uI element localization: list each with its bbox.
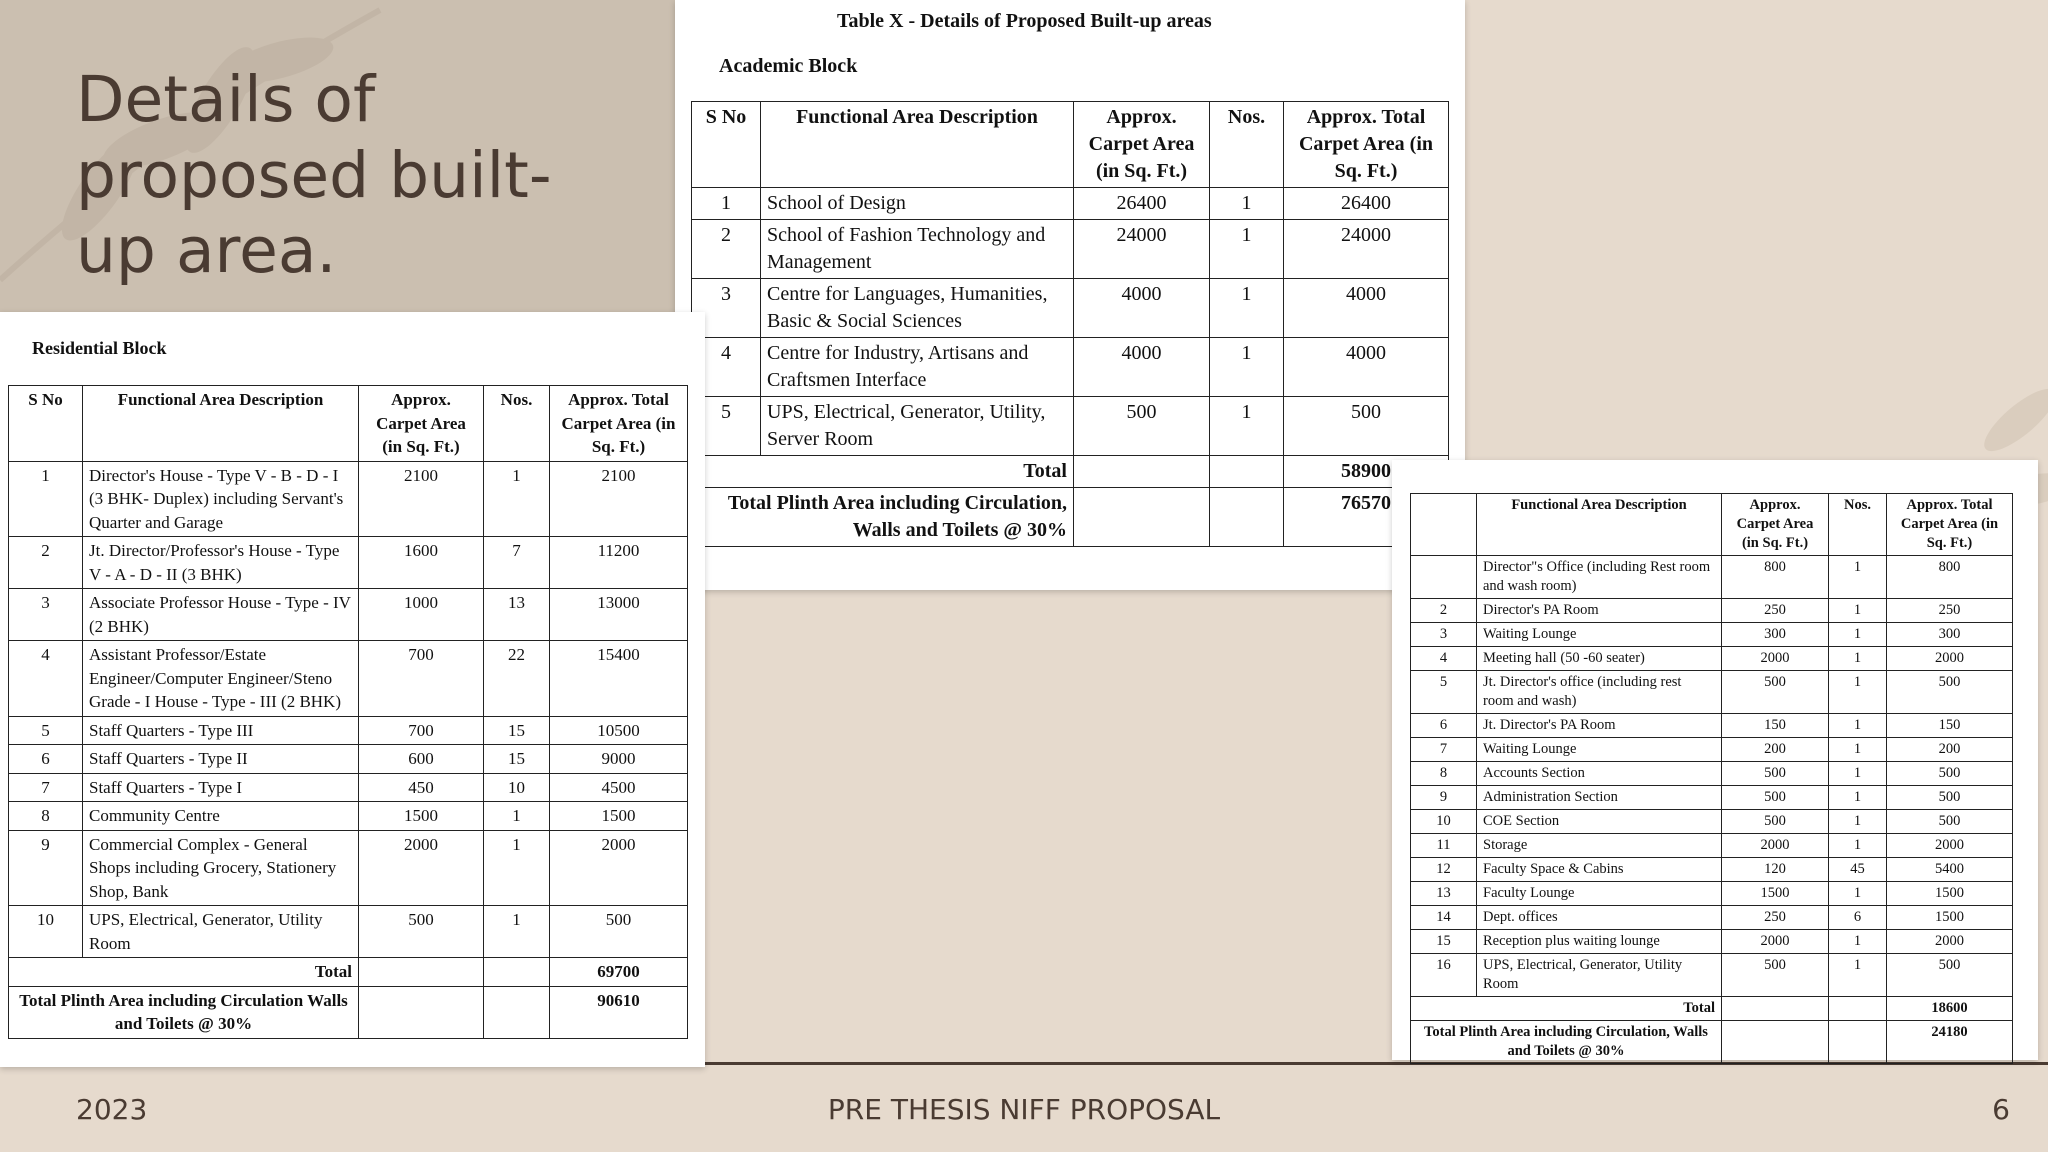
academic-table [691,101,1449,547]
table-cell: 800 [1722,556,1829,599]
table-cell: 15 [484,745,550,774]
table-cell: 1 [484,461,550,537]
table-cell: 8 [9,802,83,831]
table-cell: 45 [1829,858,1887,882]
table-cell: 500 [1887,671,2013,714]
table-cell: 500 [1887,954,2013,997]
table-cell: 500 [1722,954,1829,997]
table-cell: 1 [1829,714,1887,738]
table-cell: 1 [9,461,83,537]
table-cell: 9000 [550,745,688,774]
table-cell: 4000 [1284,338,1449,397]
table-cell: 26400 [1284,188,1449,220]
table-cell: 5 [692,397,761,456]
table-row [1411,714,2013,738]
table-cell: Waiting Lounge [1477,738,1722,762]
table-cell: 250 [1887,599,2013,623]
table-cell: 7 [9,773,83,802]
empty-cell [1074,488,1210,547]
empty-cell [1074,456,1210,488]
table-row [9,773,688,802]
table-cell: 1000 [359,589,484,641]
table-cell: Faculty Space & Cabins [1477,858,1722,882]
empty-cell [1829,1021,1887,1064]
table-cell: 10500 [550,716,688,745]
table-cell: 250 [1722,906,1829,930]
table-header-row [692,102,1449,188]
table-cell: 3 [9,589,83,641]
table-cell: Meeting hall (50 -60 seater) [1477,647,1722,671]
table-cell: 9 [1411,786,1477,810]
table-cell: 3 [1411,623,1477,647]
table-cell: Faculty Lounge [1477,882,1722,906]
table-cell: 1500 [1887,882,2013,906]
table-cell: 1 [1210,338,1284,397]
table-row [1411,623,2013,647]
table-cell: Jt. Director's PA Room [1477,714,1722,738]
table-cell: 120 [1722,858,1829,882]
footer-title: PRE THESIS NIFF PROPOSAL [827,1093,1221,1126]
table-cell: Centre for Industry, Artisans and Craftsmen Interface [761,338,1074,397]
table-cell: UPS, Electrical, Generator, Utility Room [1477,954,1722,997]
table-cell: Waiting Lounge [1477,623,1722,647]
table-cell: 1 [1829,762,1887,786]
table-cell: Director's House - Type V - B - D - I (3 BHK- Duplex) including Servant's Quarter and Garage [83,461,359,537]
table-cell: 2000 [1722,834,1829,858]
header-cell: Approx. Carpet Area (in Sq. Ft.) [359,386,484,462]
table-cell: Associate Professor House - Type - IV (2 BHK) [83,589,359,641]
header-cell: Approx. Total Carpet Area (in Sq. Ft.) [550,386,688,462]
table-cell: 500 [1722,810,1829,834]
table-cell: 1 [1829,786,1887,810]
table-row [1411,882,2013,906]
page-number: 6 [1992,1093,2010,1126]
table-row [1411,762,2013,786]
table-cell: Staff Quarters - Type II [83,745,359,774]
table-cell: 24000 [1074,220,1210,279]
table-cell: 200 [1722,738,1829,762]
table-cell: 4 [1411,647,1477,671]
table-row [9,745,688,774]
table-cell: 1 [1829,882,1887,906]
table-cell: 1 [484,802,550,831]
table-cell: 11200 [550,537,688,589]
header-cell: Approx. Total Carpet Area (in Sq. Ft.) [1887,494,2013,556]
total-row [9,958,688,987]
table-cell: 450 [359,773,484,802]
header-cell: Functional Area Description [83,386,359,462]
table-cell: 13 [484,589,550,641]
table-row [1411,834,2013,858]
table-cell: 16 [1411,954,1477,997]
table-cell: 10 [1411,810,1477,834]
table-cell: 1 [1829,623,1887,647]
table-cell: 1 [1829,556,1887,599]
table-cell: 1 [1829,647,1887,671]
table-cell: Assistant Professor/Estate Engineer/Computer Engineer/Steno Grade - I House - Type - III (2 BHK) [83,641,359,717]
empty-cell [359,958,484,987]
table-cell: 500 [550,906,688,958]
table-header-row [9,386,688,462]
table-cell: 2000 [1887,930,2013,954]
table-cell: 6 [9,745,83,774]
table-cell: 15 [484,716,550,745]
table-cell: 5 [1411,671,1477,714]
header-cell: Approx. Total Carpet Area (in Sq. Ft.) [1284,102,1449,188]
table-cell: 2 [9,537,83,589]
table-cell: 2000 [1722,647,1829,671]
table-cell: 1 [1210,188,1284,220]
table-cell: 4000 [1074,338,1210,397]
table-cell [1411,556,1477,599]
total-value: 69700 [550,958,688,987]
empty-cell [484,958,550,987]
table-row [1411,930,2013,954]
table-cell: 2 [1411,599,1477,623]
table-row [9,589,688,641]
table-cell: 1 [1829,954,1887,997]
empty-cell [1210,488,1284,547]
table-cell: UPS, Electrical, Generator, Utility Room [83,906,359,958]
table-cell: 2000 [1887,647,2013,671]
table-cell: 7 [484,537,550,589]
table-cell: 200 [1887,738,2013,762]
table-cell: 600 [359,745,484,774]
table-cell: 14 [1411,906,1477,930]
table-cell: 2000 [1887,834,2013,858]
header-cell [1411,494,1477,556]
table-cell: 24000 [1284,220,1449,279]
table-row [9,537,688,589]
table-cell: 13000 [550,589,688,641]
table-cell: 2100 [359,461,484,537]
table-cell: 1500 [359,802,484,831]
header-cell: Nos. [1829,494,1887,556]
table-cell: Staff Quarters - Type I [83,773,359,802]
table-row [1411,671,2013,714]
empty-cell [484,986,550,1038]
slide-title: Details of proposed built-up area. [76,63,552,288]
table-row [692,279,1449,338]
table-row [1411,786,2013,810]
table-cell: 500 [1722,671,1829,714]
header-cell: Functional Area Description [1477,494,1722,556]
table-cell: 1 [1210,220,1284,279]
table-cell: 1500 [1722,882,1829,906]
plinth-label: Total Plinth Area including Circulation, Walls and Toilets @ 30% [1411,1021,1722,1064]
table-cell: 10 [9,906,83,958]
table-cell: 8 [1411,762,1477,786]
header-cell: S No [9,386,83,462]
plinth-value: 24180 [1887,1021,2013,1064]
plinth-value: 76570 [1284,488,1449,547]
table-cell: 1600 [359,537,484,589]
table-cell: School of Fashion Technology and Management [761,220,1074,279]
table-cell: 2100 [550,461,688,537]
administrative-table [1410,493,2013,1064]
table-cell: Centre for Languages, Humanities, Basic & Social Sciences [761,279,1074,338]
table-cell: 700 [359,716,484,745]
table-cell: 1 [1829,930,1887,954]
table-cell: Accounts Section [1477,762,1722,786]
table-cell: 500 [1722,786,1829,810]
header-cell: Nos. [484,386,550,462]
table-row [692,338,1449,397]
table-row [1411,810,2013,834]
table-cell: 4500 [550,773,688,802]
table-cell: 4 [692,338,761,397]
total-row [1411,997,2013,1021]
table-cell: 3 [692,279,761,338]
plinth-row [9,986,688,1038]
table-cell: 1 [1829,834,1887,858]
table-row [692,188,1449,220]
table-cell: 300 [1722,623,1829,647]
table-cell: UPS, Electrical, Generator, Utility, Server Room [761,397,1074,456]
plinth-label: Total Plinth Area including Circulation, Walls and Toilets @ 30% [692,488,1074,547]
table-cell: 500 [1887,810,2013,834]
table-cell: 22 [484,641,550,717]
table-cell: 1 [1829,671,1887,714]
table-cell: 5400 [1887,858,2013,882]
table-row [1411,599,2013,623]
table-cell: 300 [1887,623,2013,647]
header-cell: Approx. Carpet Area (in Sq. Ft.) [1722,494,1829,556]
table-cell: Staff Quarters - Type III [83,716,359,745]
table-row [692,220,1449,279]
plinth-label: Total Plinth Area including Circulation Walls and Toilets @ 30% [9,986,359,1038]
header-cell: S No [692,102,761,188]
table-row [1411,906,2013,930]
table-row [9,906,688,958]
table-cell: 4 [9,641,83,717]
header-cell: Approx. Carpet Area (in Sq. Ft.) [1074,102,1210,188]
total-label: Total [9,958,359,987]
table-cell: 7 [1411,738,1477,762]
table-cell: 1 [1829,599,1887,623]
table-cell: Jt. Director's office (including rest room and wash) [1477,671,1722,714]
table-cell: 1 [692,188,761,220]
table-cell: 1 [1829,738,1887,762]
table-cell: 250 [1722,599,1829,623]
table-cell: 1 [484,830,550,906]
table-cell: 6 [1829,906,1887,930]
table-cell: 4000 [1074,279,1210,338]
table-caption: Table X - Details of Proposed Built-up areas [837,10,1212,32]
table-row [9,802,688,831]
table-row [1411,647,2013,671]
table-cell: Dept. offices [1477,906,1722,930]
table-cell: 13 [1411,882,1477,906]
residential-block-title: Residential Block [32,338,167,358]
table-row [9,830,688,906]
table-cell: 1 [484,906,550,958]
table-cell: 2000 [550,830,688,906]
table-cell: 9 [9,830,83,906]
header-cell: Functional Area Description [761,102,1074,188]
table-cell: 2 [692,220,761,279]
table-cell: 1 [1829,810,1887,834]
footer-year: 2023 [76,1093,148,1126]
table-row [692,397,1449,456]
table-cell: Commercial Complex - General Shops including Grocery, Stationery Shop, Bank [83,830,359,906]
total-label: Total [692,456,1074,488]
table-cell: Storage [1477,834,1722,858]
table-cell: Director"s Office (including Rest room and wash room) [1477,556,1722,599]
table-cell: 500 [1887,762,2013,786]
academic-block-title: Academic Block [719,55,858,77]
table-cell: 4000 [1284,279,1449,338]
table-row [9,716,688,745]
table-row [1411,556,2013,599]
total-label: Total [1411,997,1722,1021]
table-cell: 12 [1411,858,1477,882]
table-row [9,641,688,717]
table-cell: 150 [1722,714,1829,738]
table-cell: 2000 [359,830,484,906]
table-cell: 15400 [550,641,688,717]
empty-cell [359,986,484,1038]
total-row [692,456,1449,488]
table-row [1411,858,2013,882]
table-cell: 11 [1411,834,1477,858]
table-cell: 150 [1887,714,2013,738]
table-cell: 1500 [550,802,688,831]
empty-cell [1722,997,1829,1021]
empty-cell [1210,456,1284,488]
table-cell: 2000 [1722,930,1829,954]
table-cell: Community Centre [83,802,359,831]
table-cell: Administration Section [1477,786,1722,810]
table-cell: 15 [1411,930,1477,954]
table-cell: 500 [1722,762,1829,786]
empty-cell [1829,997,1887,1021]
plinth-row [1411,1021,2013,1064]
table-cell: Reception plus waiting lounge [1477,930,1722,954]
table-header-row [1411,494,2013,556]
table-cell: Jt. Director/Professor's House - Type V - A - D - II (3 BHK) [83,537,359,589]
table-cell: 500 [359,906,484,958]
total-value: 58900 [1284,456,1449,488]
table-cell: COE Section [1477,810,1722,834]
residential-table [8,385,688,1039]
table-row [1411,954,2013,997]
table-row [1411,738,2013,762]
table-cell: 1 [1210,397,1284,456]
total-value: 18600 [1887,997,2013,1021]
table-cell: 26400 [1074,188,1210,220]
table-cell: 500 [1284,397,1449,456]
empty-cell [1722,1021,1829,1064]
table-cell: 500 [1074,397,1210,456]
table-cell: Director's PA Room [1477,599,1722,623]
table-cell: 800 [1887,556,2013,599]
table-cell: 500 [1887,786,2013,810]
table-cell: 6 [1411,714,1477,738]
table-row [9,461,688,537]
plinth-value: 90610 [550,986,688,1038]
header-cell: Nos. [1210,102,1284,188]
table-cell: 1500 [1887,906,2013,930]
plinth-row [692,488,1449,547]
table-cell: 700 [359,641,484,717]
table-cell: 1 [1210,279,1284,338]
table-cell: School of Design [761,188,1074,220]
table-cell: 5 [9,716,83,745]
table-cell: 10 [484,773,550,802]
